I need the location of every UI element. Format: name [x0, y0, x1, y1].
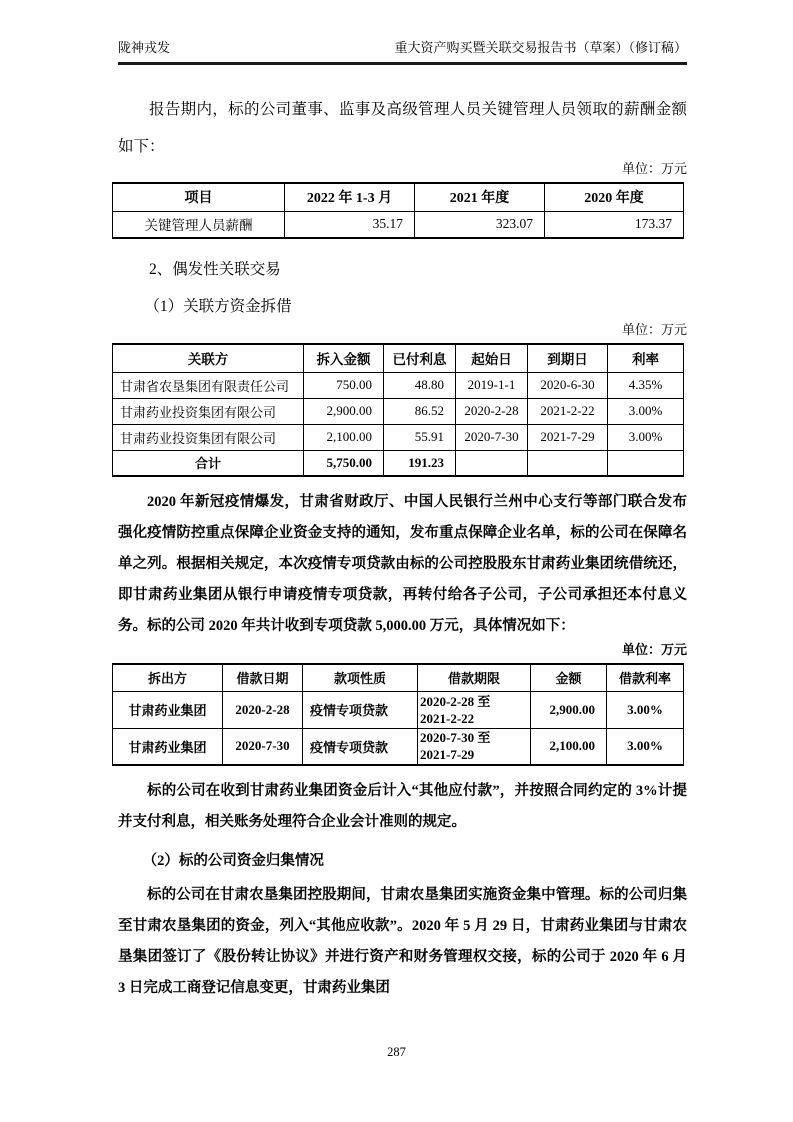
table-cell	[528, 450, 608, 476]
table-cell: 2020-7-30	[223, 728, 303, 765]
compensation-table	[112, 182, 684, 239]
table-cell: 甘肃药业投资集团有限公司	[113, 398, 304, 424]
column-header: 已付利息	[384, 344, 456, 372]
section-heading-occasional-transactions: 2、偶发性关联交易	[149, 261, 281, 278]
column-header: 借款利率	[607, 664, 684, 691]
table-cell: 2020-7-30	[456, 424, 528, 450]
table-cell: 2020-2-28	[223, 691, 303, 728]
table-cell: 2,100.00	[531, 728, 607, 765]
table-cell: 2021-7-29	[528, 424, 608, 450]
table-cell: 2,900.00	[531, 691, 607, 728]
table-cell: 323.07	[415, 211, 545, 238]
header-company-name: 陇神戎发	[118, 40, 171, 55]
table-cell: 55.91	[384, 424, 456, 450]
loan-period-line: 2020-7-30 至	[420, 730, 491, 746]
table-cell: 2019-1-1	[456, 372, 528, 398]
table-cell: 750.00	[304, 372, 384, 398]
unit-label-2: 单位：万元	[621, 322, 687, 337]
table-cell: 5,750.00	[304, 450, 384, 476]
table-cell	[418, 691, 531, 728]
table-cell: 2021-2-22	[528, 398, 608, 424]
subsection-heading-fund-collection: （2）标的公司资金归集情况	[142, 853, 324, 869]
fund-collection-paragraph: 标的公司在甘肃农垦集团控股期间，甘肃农垦集团实施资金集中管理。标的公司归集至甘肃农垦集团的资金，列入“其他应收款”。2020 年 5 月 29 日，甘肃药业集团与甘肃农垦集团签订了《股份转让协议》并进行资产和财务管理权交接，标的公司于 2020 年 6 月 3 日完成工商登记信息变更，甘肃药业集团	[118, 887, 687, 996]
column-header: 借款期限	[418, 664, 531, 691]
table-cell: 关键管理人员薪酬	[113, 211, 285, 238]
column-header: 关联方	[113, 344, 304, 372]
unit-label-3: 单位：万元	[621, 642, 687, 657]
table-cell: 疫情专项贷款	[303, 691, 418, 728]
table-cell: 3.00%	[608, 424, 684, 450]
column-header: 2020 年度	[545, 183, 684, 211]
table-cell: 2,900.00	[304, 398, 384, 424]
intro-paragraph: 报告期内，标的公司董事、监事及高级管理人员关键管理人员领取的薪酬金额如下：	[118, 101, 687, 155]
table-row	[113, 211, 684, 238]
table-cell: 191.23	[384, 450, 456, 476]
table-cell	[418, 728, 531, 765]
table-header-row	[113, 664, 684, 691]
column-header: 金额	[531, 664, 607, 691]
covid-loan-paragraph: 2020 年新冠疫情爆发，甘肃省财政厅、中国人民银行兰州中心支行等部门联合发布强化疫情防控重点保障企业资金支持的通知，发布重点保障企业名单，标的公司在保障名单之列。根据相关规定，本次疫情专项贷款由标的公司控股股东甘肃药业集团统借统还，即甘肃药业集团从银行申请疫情专项贷款，再转付给各子公司，子公司承担还本付息义务。标的公司 2020 年共计收到专项贷款 5,000.00 万元，具体情况如下：	[118, 494, 687, 634]
running-header	[118, 40, 687, 65]
table-row	[113, 728, 684, 765]
column-header: 2022 年 1-3 月	[285, 183, 415, 211]
loan-period-line: 2020-2-28 至	[420, 693, 491, 709]
table-row	[113, 691, 684, 728]
table-cell: 2,100.00	[304, 424, 384, 450]
column-header: 项目	[113, 183, 285, 211]
column-header: 拆出方	[113, 664, 223, 691]
table-cell: 甘肃省农垦集团有限责任公司	[113, 372, 304, 398]
table-cell: 48.80	[384, 372, 456, 398]
table-row	[113, 398, 684, 424]
column-header: 到期日	[528, 344, 608, 372]
table-cell: 173.37	[545, 211, 684, 238]
column-header: 拆入金额	[304, 344, 384, 372]
column-header: 起始日	[456, 344, 528, 372]
related-party-borrowing-table	[112, 343, 684, 477]
loan-period-line: 2021-2-22	[420, 710, 475, 726]
table-cell: 甘肃药业集团	[113, 728, 223, 765]
column-header: 款项性质	[303, 664, 418, 691]
column-header: 借款日期	[223, 664, 303, 691]
loan-period-line: 2021-7-29	[420, 747, 475, 763]
special-loan-table	[112, 663, 684, 766]
table-row	[113, 424, 684, 450]
table-cell: 3.00%	[607, 691, 684, 728]
table-cell: 疫情专项贷款	[303, 728, 418, 765]
column-header: 利率	[608, 344, 684, 372]
page-number: 287	[387, 1045, 406, 1059]
table-cell	[456, 450, 528, 476]
table-cell: 2020-2-28	[456, 398, 528, 424]
table-cell: 甘肃药业集团	[113, 691, 223, 728]
table-cell: 甘肃药业投资集团有限公司	[113, 424, 304, 450]
table-header-row	[113, 183, 684, 211]
table-cell	[608, 450, 684, 476]
table-total-row	[113, 450, 684, 476]
accounting-treatment-paragraph: 标的公司在收到甘肃药业集团资金后计入“其他应付款”，并按照合同约定的 3%计提并支付利息，相关账务处理符合企业会计准则的规定。	[118, 783, 687, 830]
table-cell: 3.00%	[607, 728, 684, 765]
table-row	[113, 372, 684, 398]
page-content	[118, 40, 687, 1004]
table-header-row	[113, 344, 684, 372]
table-cell: 3.00%	[608, 398, 684, 424]
column-header: 2021 年度	[415, 183, 545, 211]
table-cell: 35.17	[285, 211, 415, 238]
table-cell: 4.35%	[608, 372, 684, 398]
header-report-title: 重大资产购买暨关联交易报告书（草案）（修订稿）	[394, 40, 687, 55]
table-cell: 2020-6-30	[528, 372, 608, 398]
unit-label-1: 单位：万元	[621, 161, 687, 176]
table-cell: 合计	[113, 450, 304, 476]
subsection-heading-fund-borrowing: （1）关联方资金拆借	[144, 298, 292, 315]
table-cell: 86.52	[384, 398, 456, 424]
